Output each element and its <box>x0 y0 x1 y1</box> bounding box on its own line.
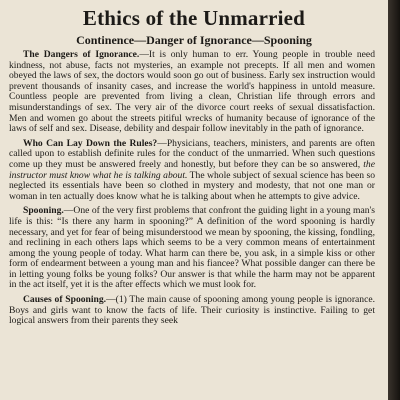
body-text <box>9 50 375 331</box>
paragraph-spooning <box>9 206 375 291</box>
paragraph-dangers-of-ignorance <box>9 50 375 135</box>
paragraph-text: —Physicians, teachers, ministers, and parents are often called upon to establish definite rules for the conduct of the unmarried. When such questions come up they must be answered freely and honestly, but before they can be so answered, <box>9 137 375 170</box>
paragraph-who-lays-down-rules <box>9 139 375 203</box>
paragraph-heading: Spooning. <box>23 205 64 217</box>
paragraph-heading: The Dangers of Ignorance. <box>23 49 140 60</box>
page-title: Ethics of the Unmarried <box>82 6 306 30</box>
paragraph-emphasis: the instructor must know what he is talking about. <box>9 158 375 181</box>
paragraph-text: —One of the very first problems that confront the guiding light in a young man's life is this: “Is there any harm in spooning?” A definition of the word spooning is hardly necessary, and yet for fear of being misunderstood we mean by spooning, the kissing, fondling, and reclining in each others laps which seems to be a very common means of entertainment among the young people of today. What harm can there be, you ask, in a simple kiss or other form of endearment between a young man and his fiancee? What possible danger can there be in letting young folks be young folks? Our answer is that while the harm may not be apparent in the act itself, yet it is the after effects which we must look for. <box>9 205 375 291</box>
paragraph-heading: Who Can Lay Down the Rules? <box>23 137 158 149</box>
paragraph-text: —(1) The main cause of spooning among young people is ignorance. Boys and girls want to know the facts of life. Their curiosity is instinctive. Failing to get logical answers from their parents they seek <box>9 294 375 327</box>
paragraph-text: —It is only human to err. Young people in trouble need kindness, not abuse, facts not mysteries, an example not precepts. If all men and women obeyed the laws of sex, the doctors would soon go out of business. Early sex instruction would prevent thousands of insanity cases, and increase the world's happiness in untold measure. Countless people are prevented from living a clean, Christian life through errors and misunderstandings of sex. The very air of the divorce court reeks of sexual dissatisfaction. Men and women go about the streets pitiful wrecks of humanity because of ignorance of the laws of self and sex. Disease, debility and despair follow inevitably in the path of ignorance. <box>9 49 375 135</box>
paragraph-text-after: The whole subject of sexual science has been so neglected its essentials have been so clothed in mystery and modesty, that not one man or woman in ten actually does know what he is talking about when he attempts to give advice. <box>9 169 375 202</box>
paragraph-causes-of-spooning <box>9 295 375 327</box>
paragraph-heading: Causes of Spooning. <box>23 294 107 306</box>
book-spine-shadow <box>388 0 400 400</box>
page-subtitle: Continence—Danger of Ignorance—Spooning <box>76 33 312 47</box>
